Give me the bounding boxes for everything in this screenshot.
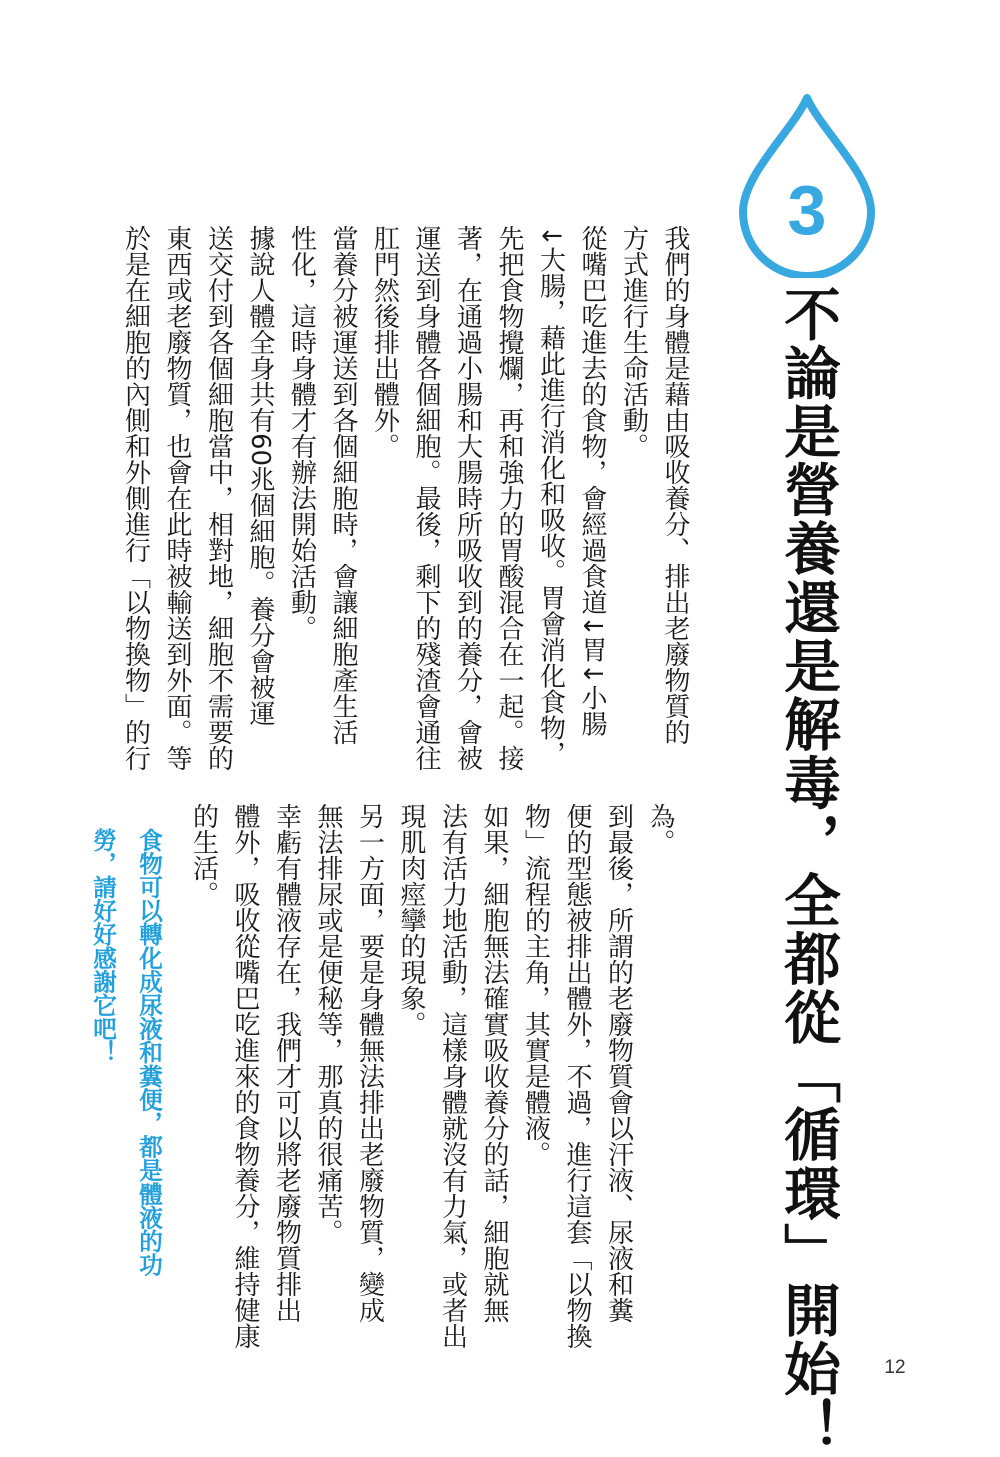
- body-text-upper: 我們的身體是藉由吸收養分、排出老廢物質的 方式進行生命活動。 從嘴巴吃進去的食物，會經過食道↓胃↓小腸 ↓大腸，藉此進行消化和吸收。胃會消化食物， 先把食物攪爛，再和強力的胃酸混合在一起。接 著，在通過小腸和大腸時所吸收到的養分，會被 運送到身體各個細胞。最後，剩下的殘渣會通往 肛門然後排出體外。 當養分被運送到各個細胞時，會讓細胞產生活 性化，這時身體才有辦法開始活動。 據說人體全身共有60兆個細胞。養分會被運 送交付到各個細胞當中，相對地，細胞不需要的 東西或老廢物質，也會在此時被輸送到外面。等 於是在細胞的內側和外側進行「以物換物」的行: [120, 225, 690, 771]
- chapter-number: 3: [787, 171, 827, 249]
- body-text-lower: 為。 到最後，所謂的老廢物質會以汗液、尿液和糞 便的型態被排出體外，不過，進行這套「以物換 物」流程的主角，其實是體液。 如果，細胞無法確實吸收養分的話，細胞就無 法有活力地活動，這樣身體就沒有力氣，或者出 現肌肉痙攣的現象。 另一方面，要是身體無法排出老廢物質，變成 無法排尿或是便秘等，那真的很痛苦。 幸虧有體液存在，我們才可以將老廢物質排出 體外，吸收從嘴巴吃進來的食物養分，維持健康 的生活。: [188, 803, 675, 1349]
- callout-text: 食物可以轉化成尿液和糞便，都是體液的功 勞，請好好感謝它吧！: [89, 828, 163, 1277]
- chapter-marker: [736, 88, 878, 278]
- page-number: 12: [884, 1357, 906, 1378]
- chapter-title: 不論是營養還是解毒，全都從「循環」開始！: [775, 285, 841, 1457]
